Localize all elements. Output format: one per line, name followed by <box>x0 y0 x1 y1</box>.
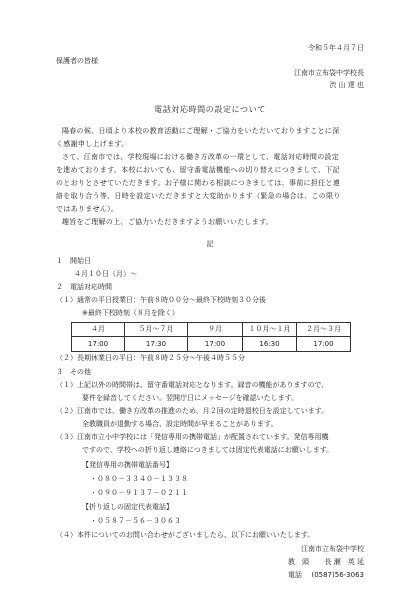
start-date: ４月１０日（月）～ <box>74 270 137 278</box>
intro-line: 趣旨をご理解の上、ご協力いただきますようお願いいたします。 <box>62 218 274 226</box>
addressee: 保護者の皆様 <box>56 57 98 65</box>
mobile-phone-heading: 【発信専用の携帯電話番号】 <box>82 461 173 469</box>
contact-role: 教 頭 <box>288 558 309 566</box>
callback-phone-heading: 【折り返しの固定代表電話】 <box>82 503 173 511</box>
mobile-phone-number: ・０８０－３３４０－１３３８ <box>90 475 188 483</box>
table-value-cell: 17:00 <box>188 337 243 352</box>
other-item-3-cont: ですので、学校への折り返し連絡につきましては固定代表電話にお願いします。 <box>82 446 334 454</box>
table-header-cell: ５月～７月 <box>125 323 188 337</box>
intro-line: さて、江南市では、学校現場における働き方改革の一環として、電話対応時間の設定 <box>62 153 340 161</box>
issue-date: 令和５年４月７日 <box>308 44 364 52</box>
mobile-phone-number: ・０９０－９１３７－０２１１ <box>90 489 188 497</box>
contact-school: 江南市立布袋中学校 <box>301 545 364 553</box>
document-title: 電話対応時間の設定について <box>154 105 266 114</box>
table-value-cell: 17:00 <box>297 337 351 352</box>
contact-phone-number: (0587)56-3063 <box>311 571 364 579</box>
contact-phone-label: 電話 <box>288 571 302 579</box>
table-header-cell: ４月 <box>72 323 125 337</box>
regular-weekday-hours: （１）通常の平日授業日：午前８時００分～最終下校時刻３０分後 <box>56 296 266 304</box>
intro-line: のとおりとさせていただきます。お子様に関わる相談につきましては、事前に担任と連 <box>56 179 340 187</box>
dismissal-time-note: ※最終下校時刻（８月を除く） <box>82 309 179 317</box>
sender-school: 江南市立布袋中学校長 <box>294 69 364 77</box>
section-3-heading: ３ その他 <box>56 368 91 376</box>
contact-person: 長 瀬 英 延 <box>324 558 364 566</box>
other-item-2: （２）江南市では、働き方改革の推進のため、月２回の定時退校日を設定しています。 <box>56 407 329 415</box>
callback-phone-number: ・０５８７－５６－３０６３ <box>90 517 181 525</box>
long-holiday-hours: （２）長期休業日の平日：午前８時２５分～午後４時５５分 <box>56 354 245 362</box>
section-1-heading: １ 開始日 <box>56 257 91 265</box>
other-item-1-cont: 要件を録音してください。翌開庁日にメッセージを確認いたします。 <box>82 394 299 402</box>
other-item-3: （３）江南市立小中学校には「発信専用の携帯電話」が配置されています。発信専用機 <box>56 433 329 441</box>
intro-line: く感謝申し上げます。 <box>56 140 129 148</box>
other-item-1: （１）上記以外の時間帯は、留守番電話対応となります。録音の機能がありますので、 <box>56 381 329 389</box>
table-header-cell: ２月～３月 <box>297 323 351 337</box>
other-item-4: （４）本件についてのお問い合わせがございましたら、以下にお願いいたします。 <box>56 531 315 539</box>
section-2-heading: ２ 電話対応時間 <box>56 283 112 291</box>
other-item-2-cont: 全教職員が退勤する場合、設定時間が早まることがあります。 <box>82 420 278 428</box>
table-header-cell: ９月 <box>188 323 243 337</box>
table-header-cell: １０月～１月 <box>243 323 297 337</box>
intro-line: 絡を取り合う等、日時を設定いただきますと大変助かります（緊急の場合は、この限り <box>56 192 341 200</box>
table-value-cell: 17:30 <box>125 337 188 352</box>
sender-name: 渋 山 達 也 <box>329 81 364 89</box>
intro-line: 陽春の候、日頃より本校の教育活動にご理解・ご協力をいただいておりますことに深 <box>62 127 340 135</box>
ki-marker: 記 <box>206 240 214 248</box>
dismissal-time-table <box>71 322 351 352</box>
intro-line: を進めております。本校においても、留守番電話機能への切り替えにつきまして、下記 <box>56 166 340 174</box>
table-value-cell: 17:00 <box>72 337 125 352</box>
intro-line: ではありません）。 <box>56 205 119 213</box>
table-value-cell: 16:30 <box>243 337 297 352</box>
